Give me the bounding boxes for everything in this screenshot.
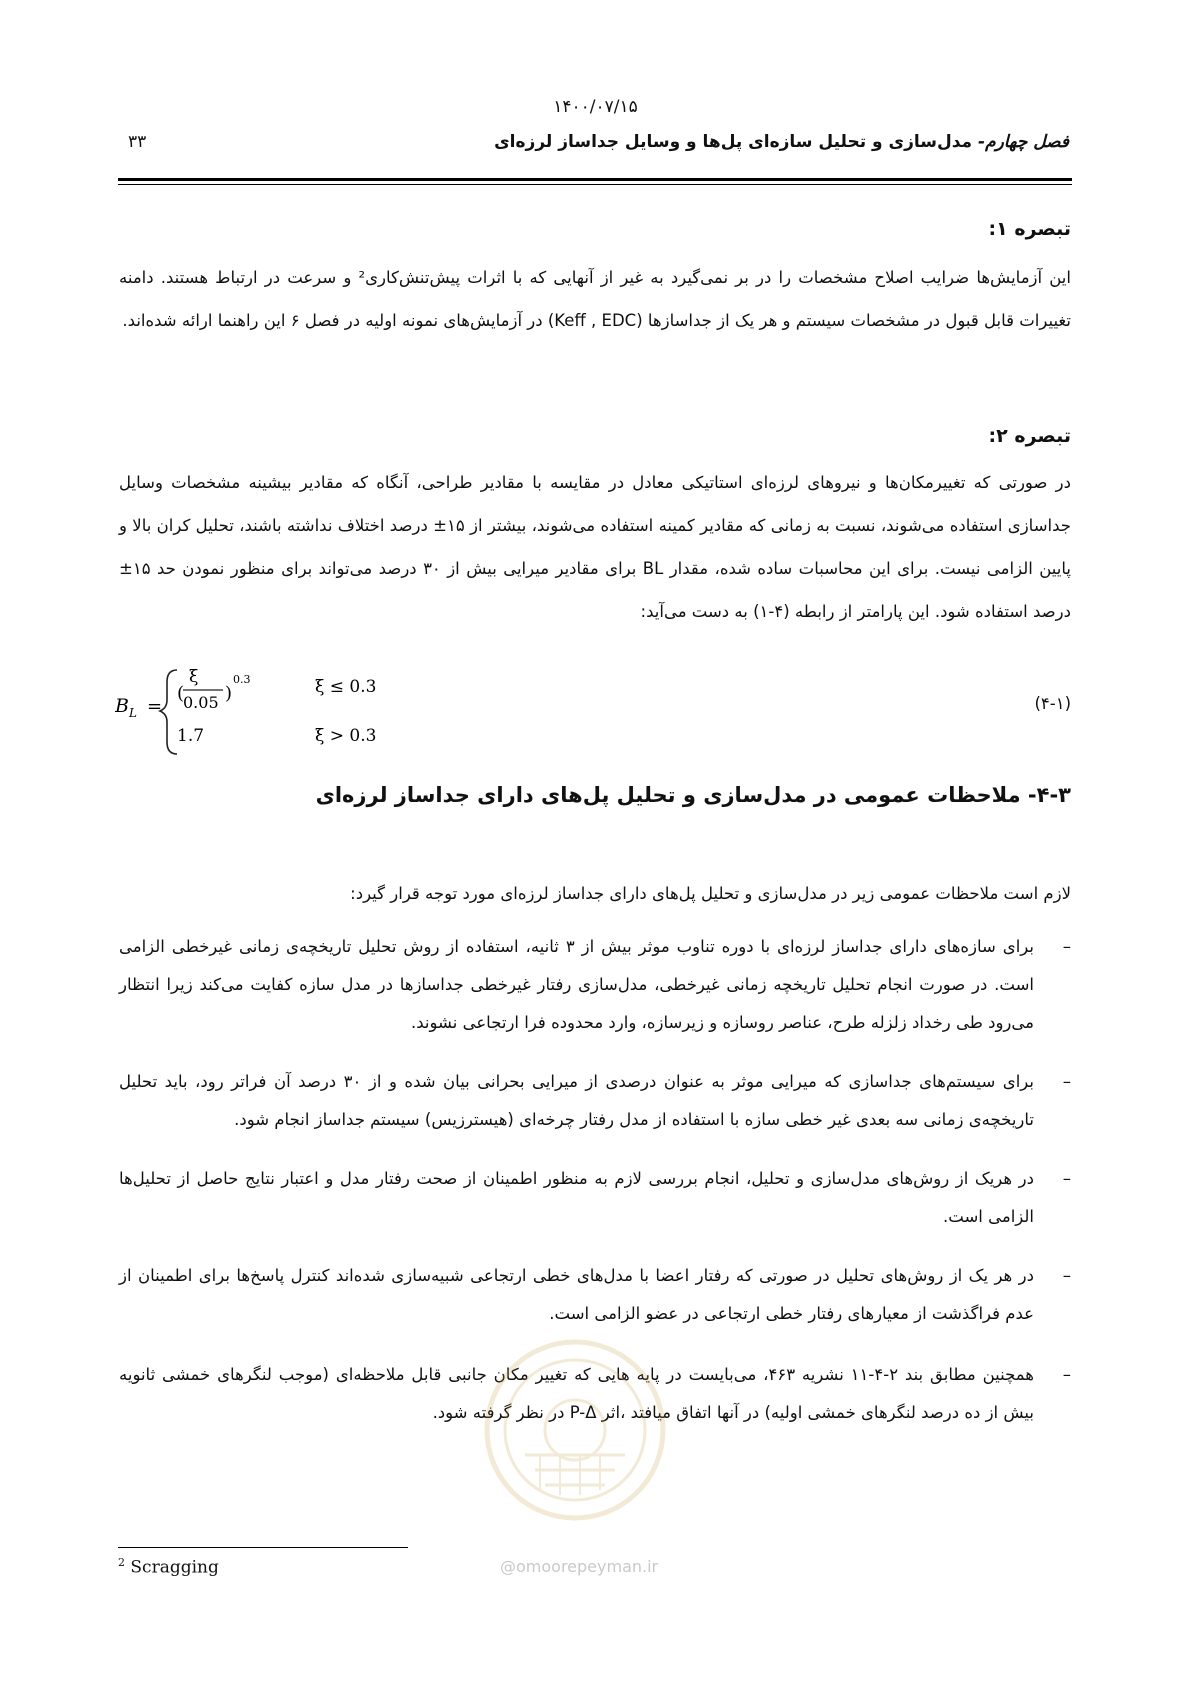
bullet-dash: – [1062, 937, 1071, 956]
chapter-title: مدل‌سازی و تحلیل سازه‌ای پل‌ها و وسایل جداساز لرزه‌ای [494, 132, 973, 152]
bullet-text: در هر یک از روش‌های تحلیل در صورتی که رفتار اعضا با مدل‌های خطی ارتجاعی شبیه‌سازی شده‌اند کنترل پاسخ‌ها برای اطمینان از عدم فراگذشت از معیارهای رفتار خطی ارتجاعی در عضو الزامی است. [119, 1266, 1034, 1323]
watermark-text: @omoorepeyman.ir [500, 1557, 659, 1576]
svg-text:=: = [147, 696, 163, 717]
svg-text:(: ( [177, 683, 185, 704]
bullet-dash: – [1062, 1266, 1071, 1285]
eq-case1-condition: ξ ≤ 0.3 [315, 677, 377, 697]
equation-graphic [115, 650, 415, 760]
bullet-text: در هریک از روش‌های مدل‌سازی و تحلیل، انجام بررسی لازم به منظور اطمینان از صحت رفتار مدل و اعتبار نتایج حاصل از تحلیل‌ها الزامی است. [119, 1169, 1034, 1226]
bullet-item [119, 928, 1071, 1042]
header-rule-thick [118, 178, 1072, 181]
footnote-text: Scragging [130, 1557, 219, 1578]
bullet-item [119, 1063, 1071, 1139]
page-number: ۳۳ [128, 132, 147, 152]
eq-lhs: B [115, 695, 129, 717]
bullet-text: همچنین مطابق بند ۲-۴-۱۱ نشریه ۴۶۳، می‌بایست در پایه هایی که تغییر مکان جانبی قابل ملاحظه‌ای (موجب لنگرهای خمشی ثانویه بیش از ده درصد لنگرهای خمشی اولیه) در آنها اتفاق میافتد ،اثر P-Δ در نظر گرفته شود. [119, 1365, 1034, 1422]
svg-text:BL [115, 695, 137, 720]
equation-4-1 [115, 650, 415, 760]
eq-case1-exponent: 0.3 [233, 673, 251, 686]
chapter-heading [494, 132, 1069, 152]
svg-text:): ) [225, 683, 233, 704]
header-rule-thin [118, 184, 1072, 185]
note-2-title: تبصره ۲: [988, 425, 1071, 447]
eq-case1-denominator: 0.05 [183, 693, 219, 712]
bullet-dash: – [1062, 1169, 1071, 1188]
note-1-title: تبصره ۱: [988, 218, 1071, 240]
section-title: ۴-۳- ملاحظات عمومی در مدل‌سازی و تحلیل پل‌های دارای جداساز لرزه‌ای [315, 783, 1071, 807]
footnote [118, 1556, 219, 1578]
footnote-rule [118, 1547, 408, 1548]
document-date: ۱۴۰۰/۰۷/۱۵ [553, 97, 638, 117]
footnote-number: 2 [118, 1556, 125, 1569]
note-1-text: این آزمایش‌ها ضرایب اصلاح مشخصات را در بر نمی‌گیرد به غیر از آنهایی که با اثرات پیش‌تنش‌کاری² و سرعت در ارتباط هستند. دامنه تغییرات قابل قبول در مشخصات سیستم و هر یک از جداسازها (Keff , EDC) در آزمایش‌های نمونه اولیه در فصل ۶ این راهنما ارائه شده‌اند. [119, 268, 1071, 330]
eq-case2-value: 1.7 [177, 726, 205, 746]
watermark-seal-icon [480, 1335, 670, 1525]
bullet-dash: – [1062, 1365, 1071, 1384]
eq-case2-condition: ξ > 0.3 [315, 726, 377, 746]
bullet-text: برای سیستم‌های جداسازی که میرایی موثر به عنوان درصدی از میرایی بحرانی بیان شده و از ۳۰ درصد آن فراتر رود، باید تحلیل تاریخچه‌ی زمانی سه بعدی غیر خطی سازه با استفاده از مدل رفتار چرخه‌ای (هیسترزیس) سیستم جداساز انجام شود. [119, 1072, 1035, 1129]
bullet-dash: – [1062, 1072, 1071, 1091]
equation-number: (۴-۱) [1034, 694, 1071, 713]
bullet-text: برای سازه‌های دارای جداساز لرزه‌ای با دوره تناوب موثر بیش از ۳ ثانیه، استفاده از روش تحلیل تاریخچه‌ی زمانی غیرخطی الزامی است. در صورت انجام تحلیل تاریخچه زمانی غیرخطی، مدل‌سازی رفتار غیرخطی جداسازها در مدل سازه کفایت می‌کند زیرا انتظار می‌رود طی رخداد زلزله طرح، عناصر روسازه و زیرسازه، وارد محدوده فرا ارتجاعی نشوند. [119, 937, 1034, 1032]
chapter-label: فصل چهارم- [978, 132, 1069, 152]
eq-lhs-sub: L [128, 706, 137, 720]
note-2-text: در صورتی که تغییرمکان‌ها و نیروهای لرزه‌ای استاتیکی معادل در مقایسه با مقادیر طراحی، آنگاه که مقادیر بیشینه مشخصات وسایل جداسازی استفاده می‌شوند، نسبت به زمانی که مقادیر کمینه استفاده می‌شوند، بیشتر از ۱۵± درصد اختلاف نداشته باشند، تحلیل کران بالا و پایین الزامی نیست. برای این محاسبات ساده شده، مقدار BL برای مقادیر میرایی بیش از ۳۰ درصد می‌تواند برای منظور نمودن حد ۱۵± درصد استفاده شود. این پارامتر از رابطه (۴-۱) به دست می‌آید: [119, 473, 1071, 621]
bullet-item [119, 1257, 1071, 1333]
eq-case1-numerator: ξ [189, 667, 199, 687]
bullet-item [119, 1160, 1071, 1236]
section-intro: لازم است ملاحظات عمومی زیر در مدل‌سازی و تحلیل پل‌های دارای جداساز لرزه‌ای مورد توجه قرار گیرد: [350, 884, 1071, 903]
